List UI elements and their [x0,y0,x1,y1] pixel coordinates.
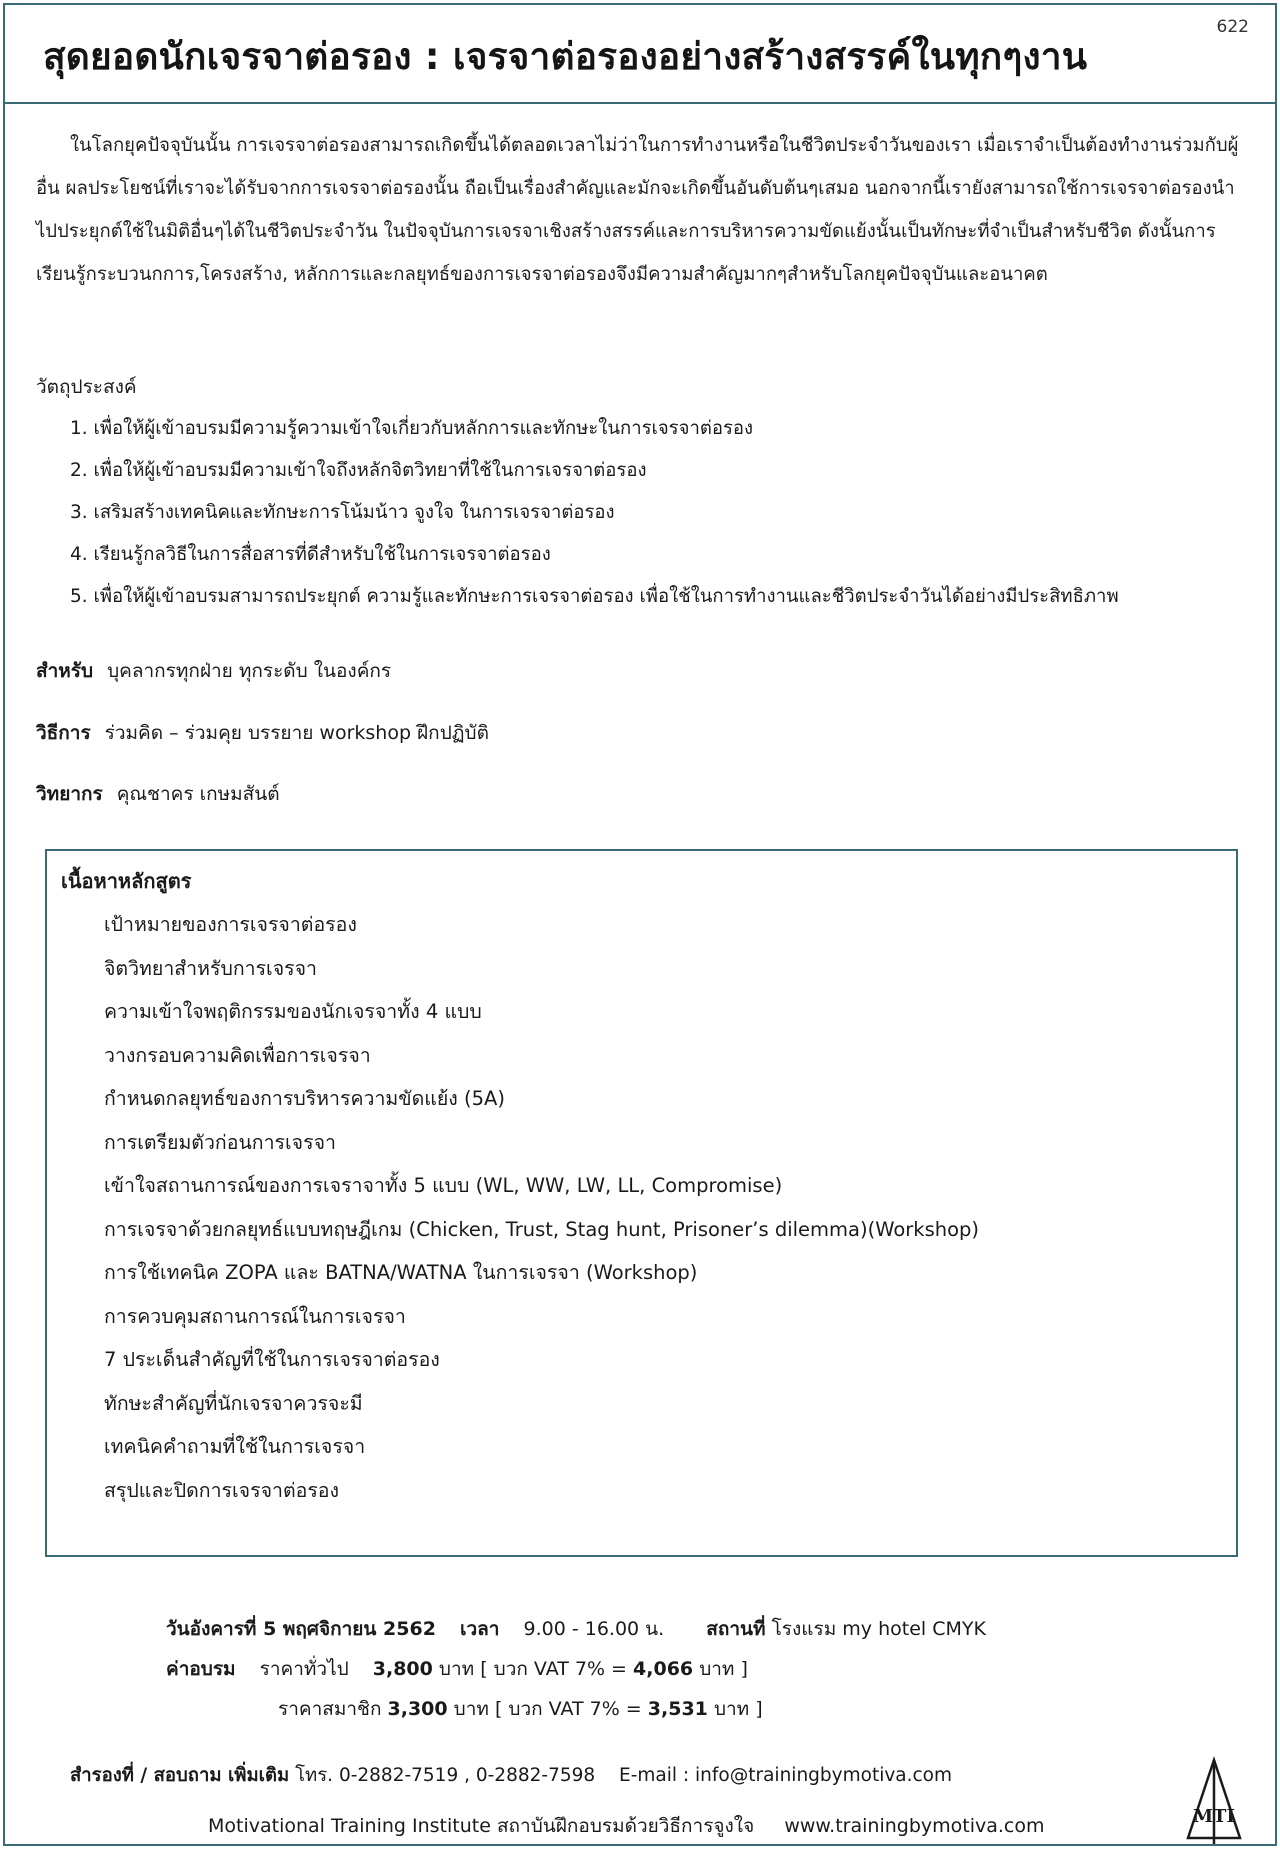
contact-email[interactable]: E-mail : info@trainingbymotiva.com [619,1765,953,1786]
course-item: กำหนดกลยุทธ์ของการบริหารความขัดแย้ง (5A) [104,1087,505,1110]
course-item: เทคนิคคำถามที่ใช้ในการเจรจา [104,1435,366,1458]
objectives-heading: วัตถุประสงค์ [36,376,137,398]
member-vat-prefix: บาท [ บวก VAT 7% = [453,1698,642,1720]
contact-label: สำรองที่ / สอบถาม เพิ่มเติม [70,1765,290,1786]
fee-member-row [278,1694,763,1724]
method-row [36,718,489,748]
member-total: 3,531 [647,1698,708,1720]
page-number: 622 [1216,17,1249,37]
course-content-box [45,849,1238,1557]
objective-item: 2. เพื่อให้ผู้เข้าอบรมมีความเข้าใจถึงหลักจิตวิทยาที่ใช้ในการเจรจาต่อรอง [70,460,647,481]
footer-institute-thai: สถาบันฝึกอบรมด้วยวิธีการจูงใจ [496,1815,755,1837]
title-box [3,3,1277,104]
footer [208,1811,1045,1841]
audience-value: บุคลากรทุกฝ่าย ทุกระดับ ในองค์กร [107,660,392,682]
page-title: สุดยอดนักเจรจาต่อรอง : เจรจาต่อรองอย่างสร้างสรรค์ในทุกๆงาน [43,35,1088,78]
schedule-row [166,1614,986,1644]
course-item: วางกรอบความคิดเพื่อการเจรจา [104,1043,371,1067]
audience-row [36,656,391,686]
contact-row [70,1761,952,1790]
method-value: ร่วมคิด – ร่วมคุย บรรยาย workshop ฝึกปฏิบัติ [104,722,489,744]
objective-item: 5. เพื่อให้ผู้เข้าอบรมสามารถประยุกต์ ความรู้และทักษะการเจรจาต่อรอง เพื่อใช้ในการทำงานและชีวิตประจำวันได้อย่างมีประสิทธิภาพ [70,586,1119,607]
general-price-label: ราคาทั่วไป [259,1658,349,1680]
venue-label: สถานที่ [706,1618,766,1640]
course-item: ทักษะสำคัญที่นักเจรจาควรจะมี [104,1391,363,1415]
course-item: 7 ประเด็นสำคัญที่ใช้ในการเจรจาต่อรอง [104,1348,440,1371]
audience-label: สำหรับ [36,660,94,682]
fee-general-row [166,1654,748,1684]
member-price: 3,300 [387,1698,448,1720]
objective-item: 4. เรียนรู้กลวิธีในการสื่อสารที่ดีสำหรับใช้ในการเจรจาต่อรอง [70,544,551,565]
course-item: เป้าหมายของการเจรจาต่อรอง [104,913,357,936]
course-item: จิตวิทยาสำหรับการเจรจา [104,956,317,980]
method-label: วิธีการ [36,722,91,744]
intro-paragraph: ในโลกยุคปัจจุบันนั้น การเจรจาต่อรองสามารถเกิดขึ้นได้ตลอดเวลาไม่ว่าในการทำงานหรือในชีวิตประจำวันของเรา เมื่อเราจำเป็นต้องทำงานร่วมกับผู้อื่น ผลประโยชน์ที่เราจะได้รับจากการเจรจาต่อรองนั้น ถือเป็นเรื่องสำคัญและมักจะเกิดขึ้นอันดับต้นๆเสมอ นอกจากนี้เรายังสามารถใช้การเจรจาต่อรองนำไปประยุกต์ใช้ในมิติอื่นๆได้ในชีวิตประจำวัน ในปัจจุบันการเจรจาเชิงสร้างสรรค์และการบริหารความขัดแย้งนั้นเป็นทักษะที่จำเป็นสำหรับชีวิต ดังนั้นการเรียนรู้กระบวนกการ,โครงสร้าง, หลักการและกลยุทธ์ของการเจรจาต่อรองจึงมีความสำคัญมากๆสำหรับโลกยุคปัจจุบันและอนาคต [36,135,1239,285]
speaker-value: คุณชาคร เกษมสันต์ [116,783,280,805]
speaker-row [36,779,280,809]
time-label: เวลา [459,1618,500,1640]
objectives-list [70,408,1119,618]
footer-website[interactable]: www.trainingbymotiva.com [784,1815,1045,1837]
mti-logo-icon [1185,1756,1243,1846]
course-item: เข้าใจสถานการณ์ของการเจราจาทั้ง 5 แบบ (WL, WW, LW, LL, Compromise) [104,1174,783,1197]
footer-institute: Motivational Training Institute [208,1815,491,1837]
general-vat-prefix: บาท [ บวก VAT 7% = [438,1658,627,1680]
speaker-label: วิทยากร [36,783,103,805]
course-list [104,903,979,1512]
general-price: 3,800 [372,1658,433,1680]
member-price-label: ราคาสมาชิก [278,1698,382,1720]
fee-label: ค่าอบรม [166,1658,236,1680]
course-item: ความเข้าใจพฤติกรรมของนักเจรจาทั้ง 4 แบบ [104,1000,482,1023]
course-item: สรุปและปิดการเจรจาต่อรอง [104,1478,340,1502]
contact-phone[interactable]: โทร. 0-2882-7519 , 0-2882-7598 [295,1765,596,1786]
objective-item: 3. เสริมสร้างเทคนิคและทักษะการโน้มน้าว จูงใจ ในการเจรจาต่อรอง [70,502,615,523]
course-item: การควบคุมสถานการณ์ในการเจรจา [104,1304,406,1328]
course-item: การเตรียมตัวก่อนการเจรจา [104,1130,336,1154]
logo-text: MTI [1193,1806,1235,1827]
time-value: 9.00 - 16.00 น. [523,1618,665,1640]
course-item: การเจรจาด้วยกลยุทธ์แบบทฤษฎีเกม (Chicken, Trust, Stag hunt, Prisoner’s dilemma)(Workshop) [104,1217,980,1241]
course-heading: เนื้อหาหลักสูตร [61,869,192,893]
venue-value: โรงแรม my hotel CMYK [771,1618,986,1640]
member-vat-suffix: บาท ] [713,1698,763,1720]
objective-item: 1. เพื่อให้ผู้เข้าอบรมมีความรู้ความเข้าใจเกี่ยวกับหลักการและทักษะในการเจรจาต่อรอง [70,418,754,439]
general-total: 4,066 [633,1658,694,1680]
general-vat-suffix: บาท ] [699,1658,748,1680]
course-item: การใช้เทคนิค ZOPA และ BATNA/WATNA ในการเจรจา (Workshop) [104,1261,698,1284]
schedule-date: วันอังคารที่ 5 พฤศจิกายน 2562 [166,1618,436,1640]
